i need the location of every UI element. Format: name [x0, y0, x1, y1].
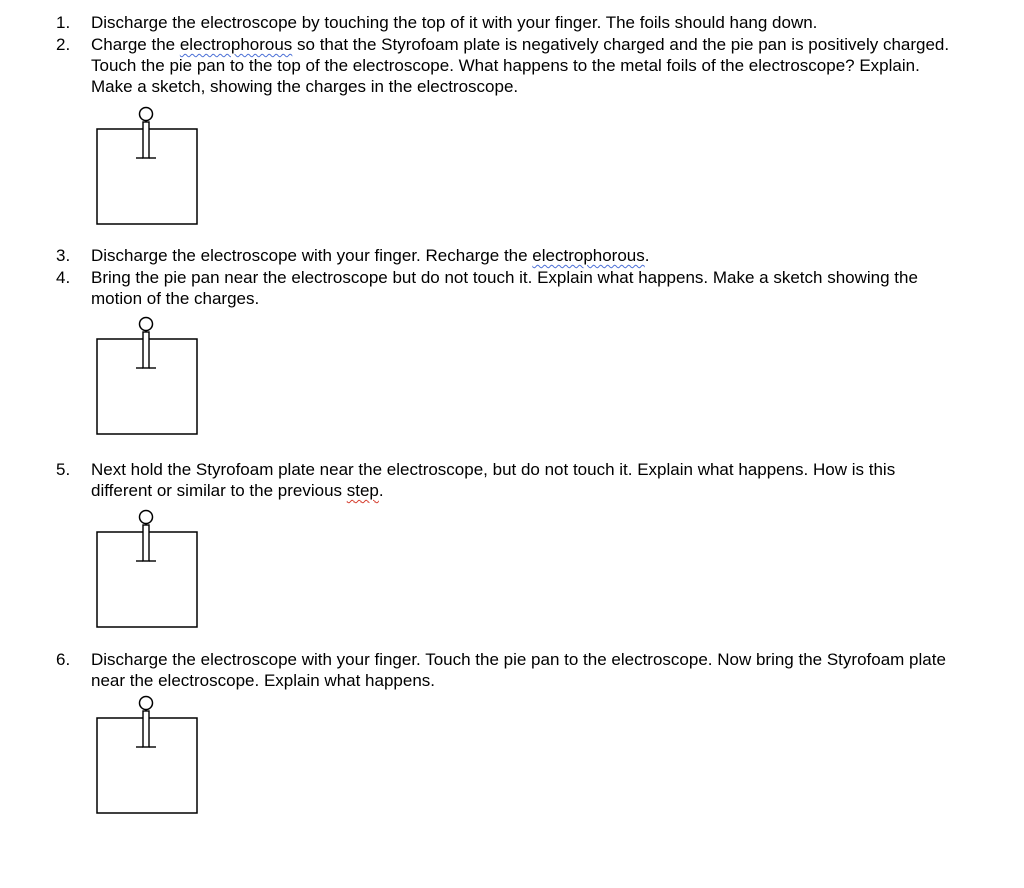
- item-number: 2.: [56, 35, 71, 54]
- text-run: .: [378, 481, 384, 500]
- electroscope-icon: [94, 105, 200, 227]
- item-text: [91, 34, 956, 97]
- text-run: .: [644, 246, 650, 265]
- electroscope-icon: [94, 694, 200, 816]
- instruction-item-1: [56, 12, 956, 33]
- grammar-flagged-word[interactable]: step: [346, 481, 379, 500]
- item-text: [91, 245, 956, 266]
- text-run: so that the Styrofoam plate is negatively charged and the pie pan is positively charged. Touch the pie pan to the top of the electroscope. What happens to the metal foils of the electroscope? Explain. Make a sketch, showing the charges in the electroscope.: [91, 35, 950, 96]
- instruction-item-4: [56, 267, 956, 309]
- instruction-item-3: [56, 245, 956, 266]
- instruction-item-2: [56, 34, 956, 97]
- item-text: [91, 459, 956, 501]
- item-text: Discharge the electroscope with your finger. Touch the pie pan to the electroscope. Now bring the Styrofoam plate near the electroscope. Explain what happens.: [91, 650, 946, 690]
- item-number: 3.: [56, 246, 71, 265]
- electroscope-icon: [94, 508, 200, 630]
- item-number: 5.: [56, 460, 71, 479]
- spellcheck-flagged-word[interactable]: electrophorous: [532, 246, 645, 265]
- electroscope-sketch-1: [94, 105, 200, 227]
- text-run: Discharge the electroscope with your finger. Recharge the: [91, 246, 533, 265]
- electroscope-sketch-3: [94, 508, 200, 630]
- item-text: Discharge the electroscope by touching the top of it with your finger. The foils should hang down.: [91, 13, 818, 32]
- electroscope-sketch-4: [94, 694, 200, 816]
- spellcheck-flagged-word[interactable]: electrophorous: [179, 35, 293, 54]
- item-number: 6.: [56, 650, 71, 669]
- instruction-item-6: [56, 649, 956, 691]
- instruction-item-5: [56, 459, 956, 501]
- item-text: Bring the pie pan near the electroscope but do not touch it. Explain what happens. Make a sketch showing the motion of the charges.: [91, 268, 918, 308]
- electroscope-icon: [94, 315, 200, 437]
- text-run: Next hold the Styrofoam plate near the electroscope, but do not touch it. Explain what happens. How is this different or similar to the previous: [91, 460, 896, 500]
- text-run: Charge the: [91, 35, 180, 54]
- item-number: 4.: [56, 268, 71, 287]
- electroscope-sketch-2: [94, 315, 200, 437]
- item-number: 1.: [56, 13, 71, 32]
